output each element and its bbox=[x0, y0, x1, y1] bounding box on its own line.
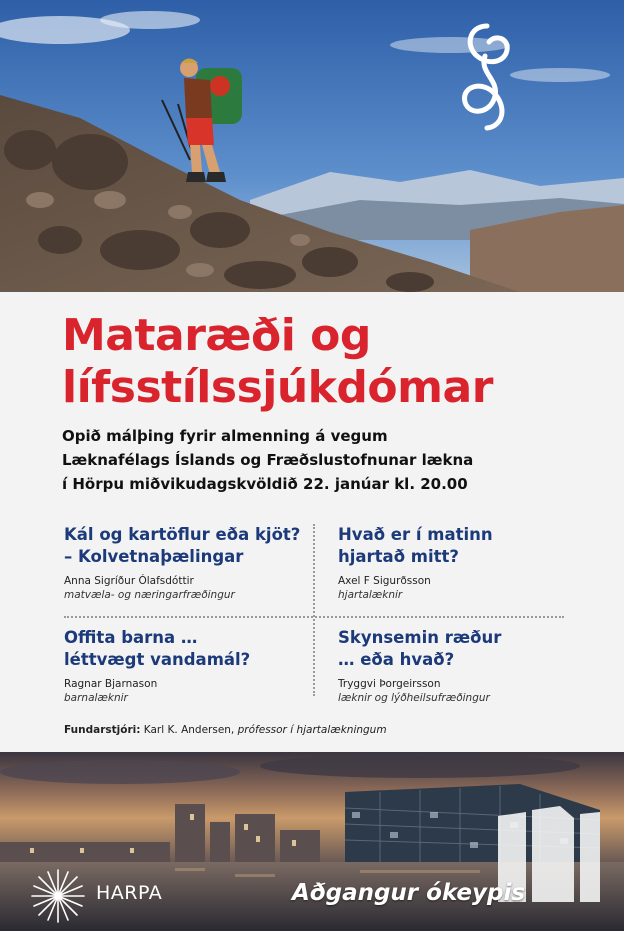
venue-logo-text: HARPA bbox=[96, 882, 163, 904]
talk-block bbox=[64, 524, 304, 602]
talk-block bbox=[64, 627, 304, 705]
title-line: lífsstílssjúkdómar bbox=[62, 362, 493, 413]
speaker-name: Ragnar Bjarnason bbox=[64, 678, 158, 690]
event-description bbox=[62, 424, 602, 496]
vertical-divider bbox=[313, 524, 315, 696]
talk-title: Hvað er í matinn bbox=[338, 525, 493, 544]
description-line: Læknafélags Íslands og Fræðslustofnunar lækna bbox=[62, 451, 474, 469]
talk-title: Kál og kartöflur eða kjöt? bbox=[64, 525, 301, 544]
moderator-role: prófessor í hjartalækningum bbox=[237, 724, 387, 736]
description-line: Opið málþing fyrir almenning á vegum bbox=[62, 427, 388, 445]
moderator-label: Fundarstjóri: bbox=[64, 724, 141, 736]
talk-title: … eða hvað? bbox=[338, 650, 455, 669]
hiker-photo bbox=[0, 0, 624, 292]
speaker-name: Tryggvi Þorgeirsson bbox=[338, 678, 441, 690]
speaker-role: hjartalæknir bbox=[338, 589, 403, 601]
talk-block bbox=[338, 627, 578, 705]
speaker-role: barnalæknir bbox=[64, 692, 128, 704]
event-title bbox=[62, 310, 602, 414]
talk-title: Offita barna … bbox=[64, 628, 198, 647]
moderator-name: Karl K. Andersen, bbox=[143, 724, 235, 736]
harpa-logo-icon bbox=[28, 866, 88, 926]
talk-title: hjartað mitt? bbox=[338, 547, 459, 566]
description-line: í Hörpu miðvikudagskvöldið 22. janúar kl. 20.00 bbox=[62, 475, 468, 493]
speaker-name: Axel F Sigurðsson bbox=[338, 575, 431, 587]
speaker-role: læknir og lýðheilsufræðingur bbox=[338, 692, 490, 704]
talk-title: – Kolvetnaþælingar bbox=[64, 547, 244, 566]
free-entry-text: Aðgangur ókeypis bbox=[292, 880, 526, 906]
talk-block bbox=[338, 524, 578, 602]
moderator-line bbox=[64, 724, 387, 736]
speaker-role: matvæla- og næringarfræðingur bbox=[64, 589, 235, 601]
title-line: Mataræði og bbox=[62, 310, 371, 361]
speaker-name: Anna Sigríður Ólafsdóttir bbox=[64, 575, 194, 587]
talk-title: léttvægt vandamál? bbox=[64, 650, 251, 669]
organization-logo-icon bbox=[455, 22, 519, 134]
horizontal-divider bbox=[64, 616, 564, 618]
talk-title: Skynsemin ræður bbox=[338, 628, 502, 647]
info-panel bbox=[0, 292, 624, 752]
